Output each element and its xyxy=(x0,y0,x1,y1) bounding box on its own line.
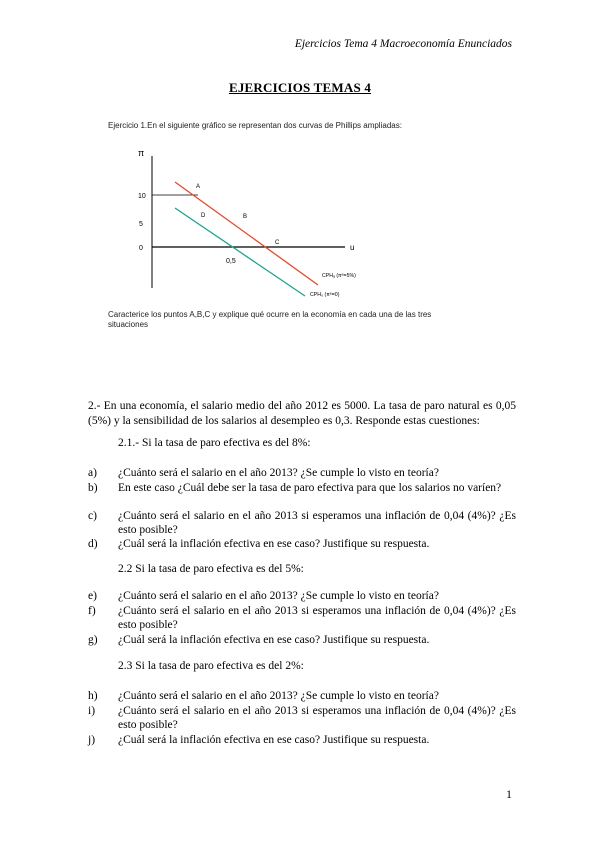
list-item xyxy=(88,633,516,647)
item-text: ¿Cuál será la inflación efectiva en ese caso? Justifique su respuesta. xyxy=(118,634,430,646)
y-tick-10: 10 xyxy=(138,193,146,200)
item-label: f) xyxy=(88,605,96,617)
item-text: ¿Cuánto será el salario en el año 2013 si esperamos una inflación de 0,04 (4%)? ¿Es esto posible? xyxy=(118,605,516,631)
x-tick-label: 0,5 xyxy=(226,258,236,265)
phillips-curve-2 xyxy=(175,208,305,296)
item-text: En este caso ¿Cuál debe ser la tasa de paro efectiva para que los salarios no varíen? xyxy=(118,482,502,494)
item-text: ¿Cuál será la inflación efectiva en ese caso? Justifique su respuesta. xyxy=(118,734,430,746)
phillips-curve-1 xyxy=(175,182,318,285)
item-label: h) xyxy=(88,690,98,702)
point-label-d: D xyxy=(201,213,206,219)
list-item xyxy=(88,689,516,703)
section-title: 2.3 Si la tasa de paro efectiva es del 2%: xyxy=(118,660,304,672)
item-text: ¿Cuánto será el salario en el año 2013 si esperamos una inflación de 0,04 (4%)? ¿Es esto posible? xyxy=(118,705,516,731)
section-title: 2.1.- Si la tasa de paro efectiva es del 8%: xyxy=(118,437,311,449)
list-item xyxy=(88,589,516,603)
page-title: EJERCICIOS TEMAS 4 xyxy=(228,80,372,95)
point-label-a: A xyxy=(196,184,201,190)
point-label-b: B xyxy=(243,214,248,220)
item-label: b) xyxy=(88,482,98,494)
list-item xyxy=(88,481,516,495)
section-title: 2.2 Si la tasa de paro efectiva es del 5%: xyxy=(118,563,304,575)
item-label: c) xyxy=(88,510,97,522)
item-text: ¿Cuánto será el salario en el año 2013? ¿Se cumple lo visto en teoría? xyxy=(118,590,439,602)
list-item xyxy=(88,466,516,480)
list-item xyxy=(88,537,516,551)
running-header: Ejercicios Tema 4 Macroeconomía Enunciados xyxy=(294,38,512,50)
item-text: ¿Cuánto será el salario en el año 2013? ¿Se cumple lo visto en teoría? xyxy=(118,690,439,702)
curve1-label: CPHₐ (πᵉ=5%) xyxy=(322,273,356,279)
y-tick-0: 0 xyxy=(139,245,143,252)
item-label: a) xyxy=(88,467,97,479)
point-label-c: C xyxy=(275,240,280,246)
curve2-label: CPH₀ (πᵉ=0) xyxy=(310,292,340,298)
x-axis-label: u xyxy=(350,243,355,252)
item-label: e) xyxy=(88,590,97,602)
y-axis-label: π xyxy=(138,148,145,158)
list-item xyxy=(88,509,516,537)
exercise1-intro: Ejercicio 1.En el siguiente gráfico se representan dos curvas de Phillips ampliadas: xyxy=(108,121,402,130)
item-text: ¿Cuál será la inflación efectiva en ese caso? Justifique su respuesta. xyxy=(118,538,430,550)
item-label: d) xyxy=(88,538,98,550)
item-text: ¿Cuánto será el salario en el año 2013 si esperamos una inflación de 0,04 (4%)? ¿Es esto posible? xyxy=(118,510,516,536)
exercise1-question: Caracterice los puntos A,B,C y explique qué ocurre en la economía en cada una de las tres situaciones xyxy=(108,310,432,329)
y-tick-5: 5 xyxy=(139,221,143,228)
item-label: j) xyxy=(88,734,96,746)
list-item xyxy=(88,604,516,632)
page-number: 1 xyxy=(506,787,512,801)
item-label: g) xyxy=(88,634,98,646)
item-label: i) xyxy=(88,705,96,717)
list-item xyxy=(88,704,516,732)
exercise2-intro: 2.- En una economía, el salario medio del año 2012 es 5000. La tasa de paro natural es 0,05 (5%) y la sensibilidad de los salarios al desempleo es 0,3. Responde estas cuestiones: xyxy=(88,400,516,427)
item-text: ¿Cuánto será el salario en el año 2013? ¿Se cumple lo visto en teoría? xyxy=(118,467,439,479)
list-item xyxy=(88,733,516,747)
phillips-curve-graph xyxy=(100,140,400,310)
